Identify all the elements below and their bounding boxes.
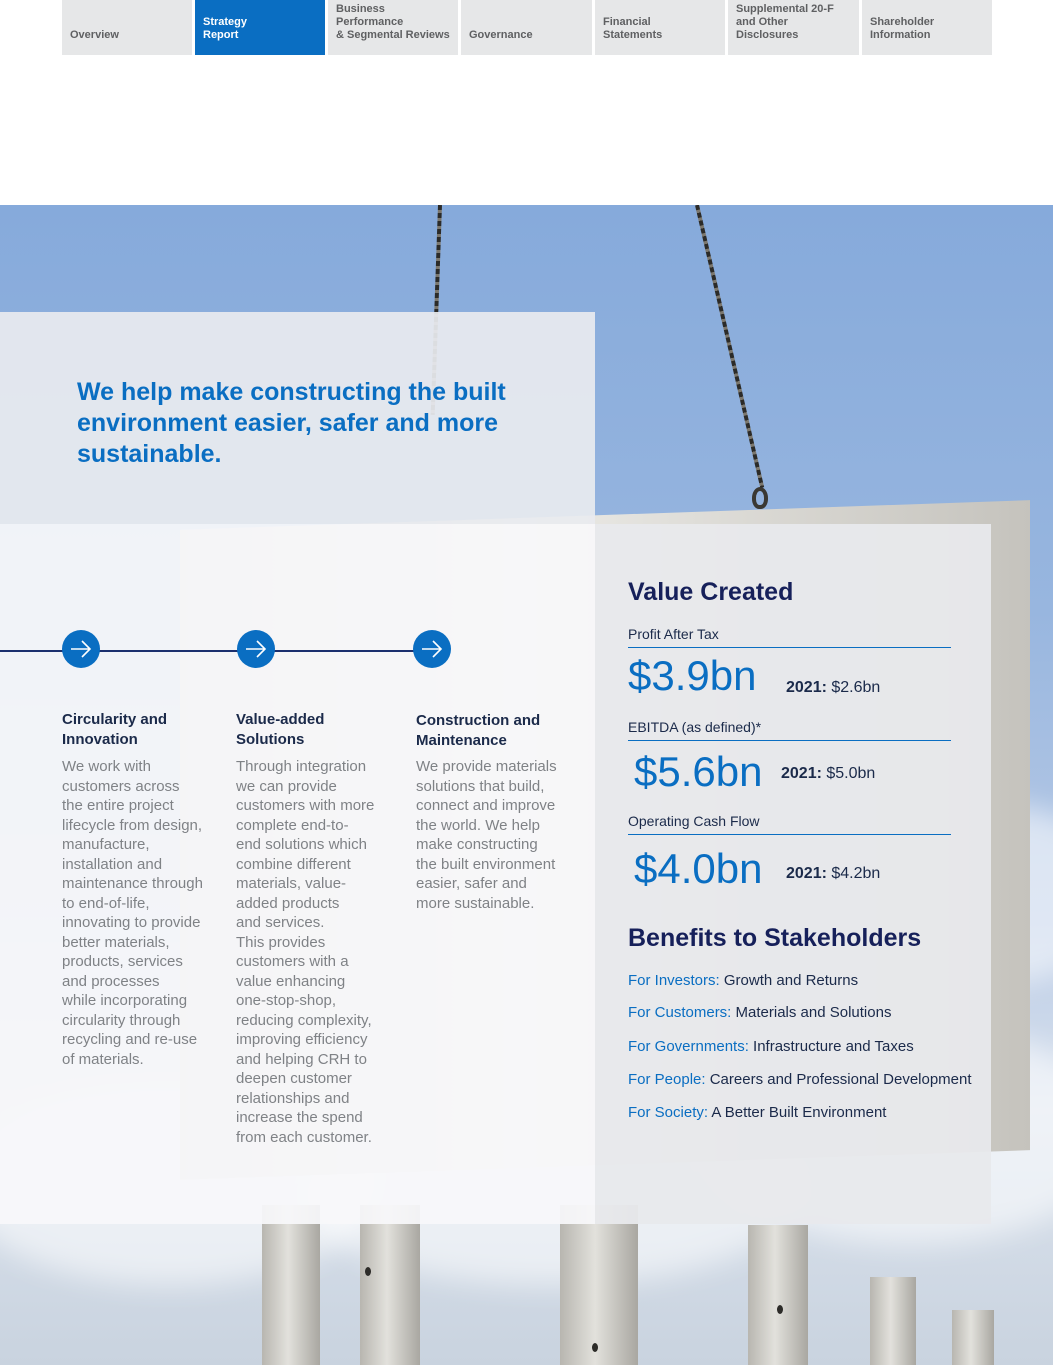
benefits-title: Benefits to Stakeholders [628,924,922,952]
arrow-right-icon [413,630,451,668]
metric-label-cash-flow: Operating Cash Flow [628,813,951,835]
step-title-circularity: Circularity and Innovation [62,711,168,748]
benefit-description: Careers and Professional Development [709,1071,972,1088]
metric-label-profit: Profit After Tax [628,626,951,648]
prior-year-value: $2.6bn [831,679,881,696]
tab-shareholder-information[interactable]: Shareholder Information [862,0,992,55]
benefit-investors [628,972,858,989]
tab-business-performance[interactable]: Business Performance & Segmental Reviews [328,0,458,55]
step-title-construction: Construction and Maintenance [416,712,541,749]
benefit-description: A Better Built Environment [711,1104,887,1121]
prior-year-label: 2021: [786,679,827,696]
benefit-audience: For Governments: [628,1038,749,1055]
benefit-audience: For Customers: [628,1004,732,1021]
metric-value-profit: $3.9bn [628,652,757,699]
crane-hook [752,487,768,509]
prior-year-value: $4.2bn [831,865,881,882]
section-nav [62,0,992,55]
tab-strategy-report[interactable]: Strategy Report [195,0,325,55]
metric-value-cash-flow: $4.0bn [634,845,763,892]
benefit-people [628,1071,972,1088]
benefit-audience: For Society: [628,1104,709,1121]
benefit-description: Infrastructure and Taxes [753,1038,914,1055]
metric-prior-ebitda [781,765,875,783]
benefit-audience: For Investors: [628,972,720,989]
benefit-customers [628,1004,891,1021]
step-body-construction: We provide materials solutions that build, connect and improve the world. We help make constructing the built environment easier, safer and more sustainable. [416,758,557,912]
tab-supplemental-20f[interactable]: Supplemental 20-F and Other Disclosures [728,0,859,55]
benefit-description: Growth and Returns [723,972,859,989]
prior-year-value: $5.0bn [826,765,876,782]
benefit-audience: For People: [628,1071,706,1088]
value-created-title: Value Created [628,578,794,606]
tab-financial-statements[interactable]: Financial Statements [595,0,725,55]
tab-governance[interactable]: Governance [461,0,592,55]
tab-overview[interactable]: Overview [62,0,192,55]
arrow-right-icon [237,630,275,668]
benefit-society [628,1104,886,1121]
prior-year-label: 2021: [786,865,827,882]
benefit-description: Materials and Solutions [735,1004,892,1021]
step-title-value-added: Value-added Solutions [236,711,325,748]
page-headline: We help make constructing the built environment easier, safer and more sustainable. [77,378,506,468]
metric-value-ebitda: $5.6bn [634,748,763,795]
benefit-governments [628,1038,914,1055]
prior-year-label: 2021: [781,765,822,782]
metric-label-ebitda: EBITDA (as defined)* [628,719,951,741]
metric-prior-profit [786,679,880,697]
arrow-right-icon [62,630,100,668]
step-body-value-added: Through integration we can provide customers with more complete end-to- end solutions which combine different materials, value- added products and services. This provides customers with a value enhancing one-stop-shop, reducing complexity, improving efficiency and helping CRH to deepen customer relationships and increase the spend from each customer. [236,758,375,1146]
crane-chain-right [695,205,764,488]
step-body-circularity: We work with customers across the entire project lifecycle from design, manufacture, installation and maintenance through to end-of-life, innovating to provide better materials, products, services and processes while incorporating circularity through recycling and re-use of materials. [62,758,203,1068]
metric-prior-cash-flow [786,865,880,883]
